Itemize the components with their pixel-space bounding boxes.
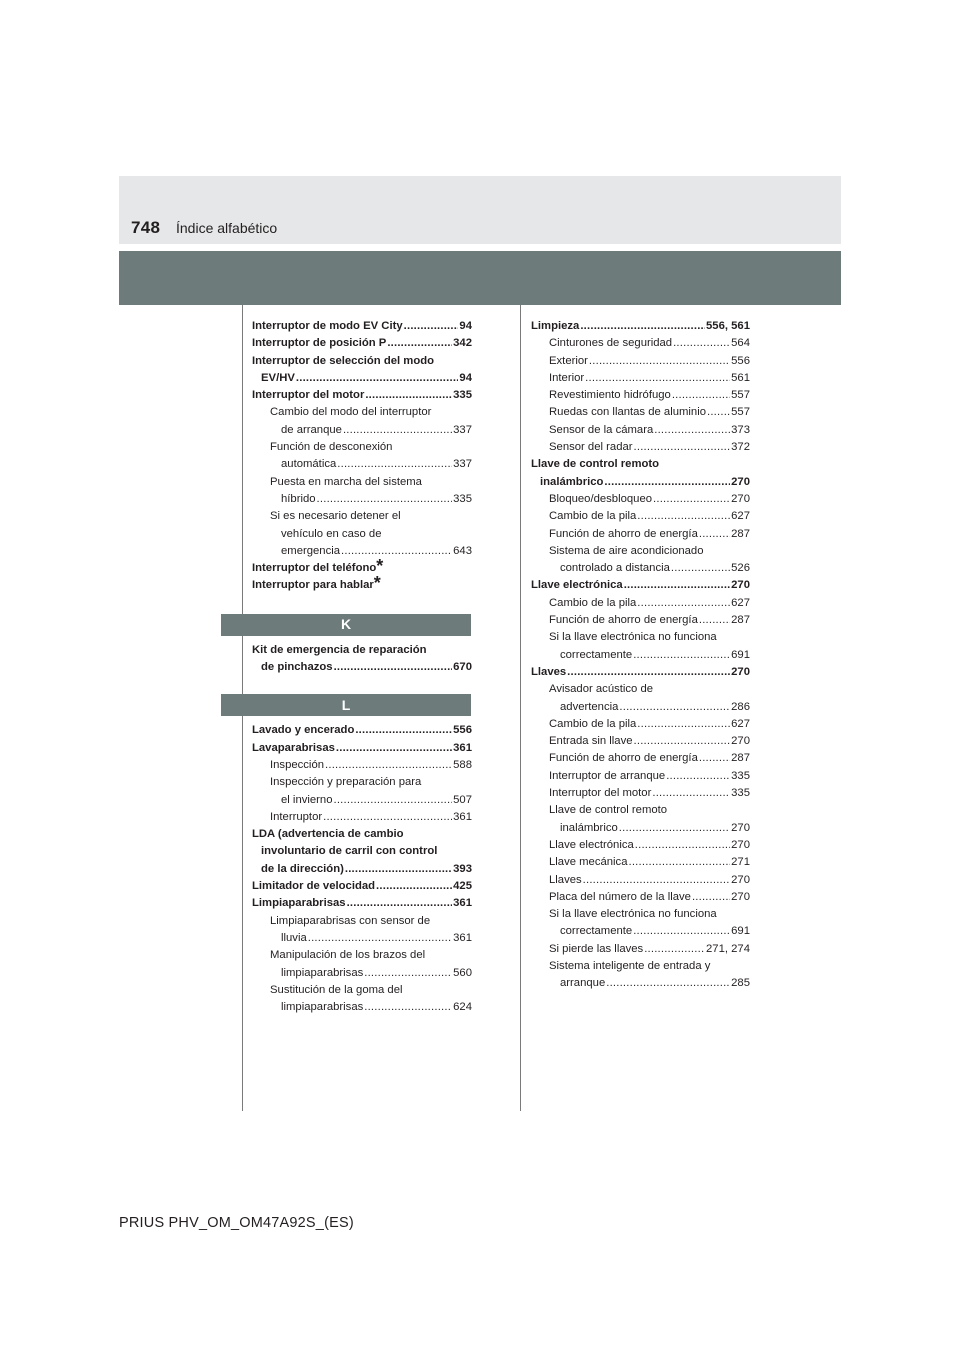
index-entry-text: LDA (advertencia de cambio <box>252 828 404 841</box>
index-subentry: Llave mecánica ..... 271 <box>531 854 750 871</box>
index-subentry: Entrada sin llave ..... 270 <box>531 733 750 750</box>
index-subentry: inalámbrico ..... 270 <box>531 820 750 837</box>
index-subentry: Bloqueo/desbloqueo ..... 270 <box>531 491 750 508</box>
index-subentry: híbrido ..... 335 <box>252 491 472 508</box>
index-subentry: Llaves ..... 270 <box>531 872 750 889</box>
index-entry: Llaves ..... 270 <box>531 664 750 681</box>
index-column-left <box>252 318 472 1016</box>
index-subentry: limpiaparabrisas ..... 560 <box>252 965 472 982</box>
index-subentry: correctamente ..... 691 <box>531 923 750 940</box>
index-subentry: Función de ahorro de energía ..... 287 <box>531 526 750 543</box>
index-subentry-text: Sustitución de la goma del <box>270 983 403 996</box>
index-entry: de la dirección) ..... 393 <box>252 861 472 878</box>
index-subentry: Interior ..... 561 <box>531 370 750 387</box>
index-entry: Interruptor de posición P ..... 342 <box>252 335 472 352</box>
index-subentry-text: Si la llave electrónica no funciona <box>549 908 717 921</box>
section-banner <box>119 251 841 305</box>
asterisk-mark: * <box>373 573 381 594</box>
index-subentry: Función de ahorro de energía ..... 287 <box>531 612 750 629</box>
index-subentry-text: Llave de control remoto <box>549 804 668 817</box>
index-subentry-text: Sistema de aire acondicionado <box>549 544 704 557</box>
index-subentry: advertencia ..... 286 <box>531 699 750 716</box>
index-entry: Llave electrónica ..... 270 <box>531 577 750 594</box>
column-divider-right <box>520 305 521 1111</box>
index-entry: Limpieza ..... 556, 561 <box>531 318 750 335</box>
document-code: PRIUS PHV_OM_OM47A92S_(ES) <box>119 1215 354 1231</box>
index-subentry: Interruptor del motor ..... 335 <box>531 785 750 802</box>
letter-heading-k: K <box>221 614 471 636</box>
index-subentry: Placa del número de la llave ..... 270 <box>531 889 750 906</box>
page-number: 748 <box>131 218 161 237</box>
index-entry-text: involuntario de carril con control <box>261 845 438 858</box>
index-entry: Interruptor de modo EV City ..... 94 <box>252 318 472 335</box>
index-subentry-text: Cambio del modo del interruptor <box>270 406 432 419</box>
index-subentry: de arranque ..... 337 <box>252 422 472 439</box>
index-entry: Interruptor del teléfono* <box>252 556 384 577</box>
index-subentry: Exterior ..... 556 <box>531 353 750 370</box>
index-entry: Interruptor para hablar* <box>252 573 381 594</box>
index-entry: de pinchazos ..... 670 <box>252 659 472 676</box>
index-subentry-text: Función de desconexión <box>270 441 393 454</box>
index-subentry: controlado a distancia ..... 526 <box>531 560 750 577</box>
index-subentry: Cambio de la pila ..... 627 <box>531 595 750 612</box>
index-subentry: limpiaparabrisas ..... 624 <box>252 999 472 1016</box>
index-subentry: correctamente ..... 691 <box>531 647 750 664</box>
index-entry-text: Interruptor de selección del modo <box>252 354 435 367</box>
index-subentry: Cambio de la pila ..... 627 <box>531 508 750 525</box>
index-subentry-text: Avisador acústico de <box>549 683 654 696</box>
index-subentry-text: Manipulación de los brazos del <box>270 949 426 962</box>
index-subentry-text: Si la llave electrónica no funciona <box>549 631 717 644</box>
index-subentry-text: Sistema inteligente de entrada y <box>549 959 711 972</box>
index-subentry: Cambio de la pila ..... 627 <box>531 716 750 733</box>
asterisk-mark: * <box>376 556 384 577</box>
index-subentry: Si pierde las llaves ..... 271, 274 <box>531 941 750 958</box>
index-subentry-text: Puesta en marcha del sistema <box>270 475 422 488</box>
index-subentry-text: Limpiaparabrisas con sensor de <box>270 914 431 927</box>
index-entry: Limpiaparabrisas ..... 361 <box>252 895 472 912</box>
index-subentry: Inspección ..... 588 <box>252 757 472 774</box>
index-subentry: Llave electrónica ..... 270 <box>531 837 750 854</box>
index-subentry: el invierno ..... 507 <box>252 792 472 809</box>
index-column-right <box>531 318 750 993</box>
index-subentry: lluvia ..... 361 <box>252 930 472 947</box>
index-subentry: Sensor de la cámara ..... 373 <box>531 422 750 439</box>
index-subentry: Sensor del radar ..... 372 <box>531 439 750 456</box>
index-subentry: arranque ..... 285 <box>531 975 750 992</box>
index-entry: Interruptor del motor ..... 335 <box>252 387 472 404</box>
index-subentry: Interruptor de arranque ..... 335 <box>531 768 750 785</box>
index-subentry: Ruedas con llantas de aluminio ..... 557 <box>531 404 750 421</box>
letter-heading-l: L <box>221 694 471 716</box>
index-subentry: automática ..... 337 <box>252 456 472 473</box>
index-entry-text: Kit de emergencia de reparación <box>252 643 427 656</box>
index-subentry-text: Si es necesario detener el <box>270 510 401 523</box>
section-title: Índice alfabético <box>176 220 278 236</box>
index-subentry: Interruptor ..... 361 <box>252 809 472 826</box>
index-subentry-text: Inspección y preparación para <box>270 776 422 789</box>
index-subentry-text: vehículo en caso de <box>281 527 382 540</box>
index-subentry: Función de ahorro de energía ..... 287 <box>531 750 750 767</box>
index-subentry: Revestimiento hidrófugo ..... 557 <box>531 387 750 404</box>
index-subentry: Cinturones de seguridad ..... 564 <box>531 335 750 352</box>
index-subentry: emergencia ..... 643 <box>252 543 472 560</box>
index-entry: Lavaparabrisas ..... 361 <box>252 740 472 757</box>
index-entry-text: Llave de control remoto <box>531 458 660 471</box>
index-entry: EV/HV ..... 94 <box>252 370 472 387</box>
index-entry: Limitador de velocidad ..... 425 <box>252 878 472 895</box>
index-entry: Lavado y encerado ..... 556 <box>252 722 472 739</box>
index-entry: inalámbrico ..... 270 <box>531 474 750 491</box>
